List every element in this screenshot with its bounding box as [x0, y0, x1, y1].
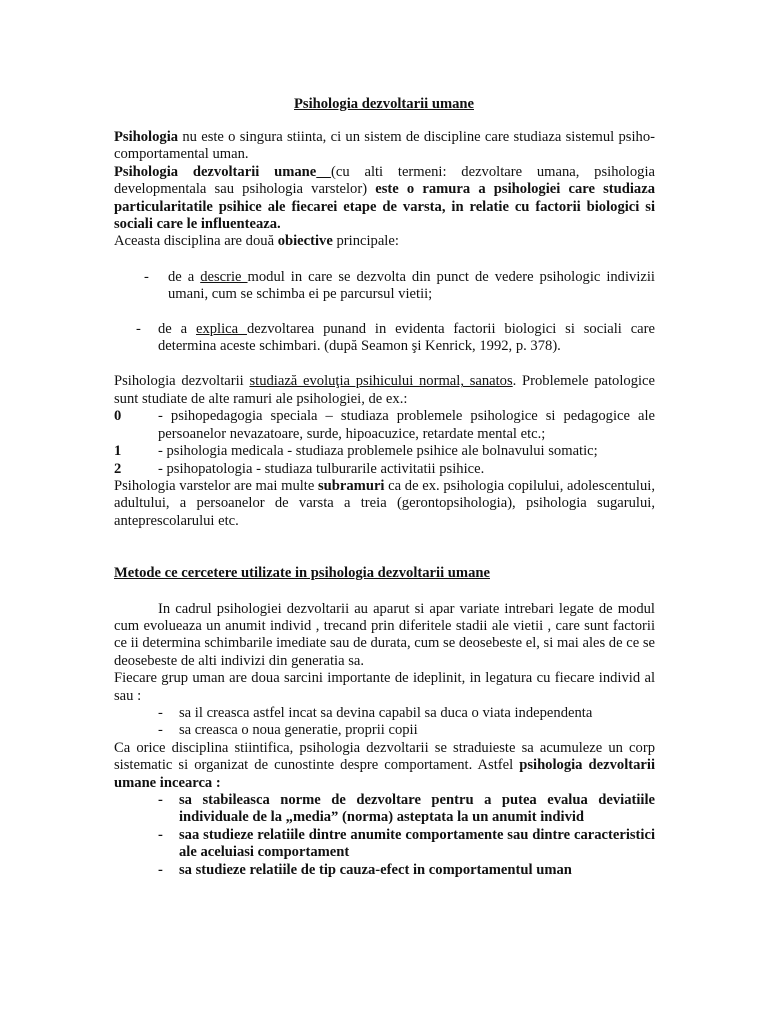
bullet-dash: -: [158, 826, 163, 843]
text-run: dezvoltarea punand in evidenta factorii biologici si sociali care determina aceste schimbari. (după Seamon şi Kenrick, 1992, p. 378).: [158, 320, 655, 355]
paragraph-text: Ca orice disciplina stiintifica, psihologia dezvoltarii se straduieste sa acumuleze un corp sistematic si organizat de cunostinte despre comportament. Astfel: [114, 739, 655, 774]
list-item-text: - psihopatologia - studiaza tulburarile activitatii psihice.: [158, 460, 485, 477]
paragraph-aims-intro: [114, 740, 655, 792]
list-item-branch: [114, 443, 655, 460]
paragraph-text: principale:: [332, 233, 399, 250]
underlined-phrase: studiază evoluţia psihicului normal, sanatos: [249, 373, 513, 390]
bullet-dash: -: [136, 320, 141, 337]
list-item-aim: [114, 792, 655, 827]
list-item-branch: [114, 461, 655, 478]
paragraph-methods-intro: In cadrul psihologiei dezvoltarii au aparut si apar variate intrebari legate de modul cum evolueaza un anumit individ , trecand prin diferitele stadii ale vietii , care sunt factorii ce ii determina schimbarile imediate sau de durata, cum se deosebeste el, si mai ales de ce se deosebeste de alti indivizi din generatia sa.: [114, 600, 655, 669]
paragraph-text: Psihologia dezvoltarii: [114, 373, 250, 390]
paragraph-text: Psihologia varstelor are mai multe: [114, 477, 318, 494]
list-item-text: [158, 321, 655, 356]
bold-phrase: psihologia dezvoltarii umane incearca :: [114, 757, 655, 791]
list-item-text: sa il creasca astfel incat sa devina capabil sa duca o viata independenta: [179, 704, 593, 721]
bullet-dash: -: [158, 704, 163, 721]
list-item-objective: [114, 269, 655, 304]
bold-definition: este o ramura a psihologiei care studiaza particularitatile psihice ale fiecarei etape de varsta, in relatie cu factorii biologici si sociali care le influenteaza.: [114, 181, 655, 233]
list-item-branch: [114, 408, 655, 443]
paragraph-tasks-intro: Fiecare grup uman are doua sarcini importante de ideplinit, in legatura cu fiecare individ al sau :: [114, 670, 655, 704]
underlined-term: explica: [195, 320, 247, 337]
document-title: Psihologia dezvoltarii umane: [294, 96, 474, 112]
paragraph-text: . Problemele patologice sunt studiate de alte ramuri ale psihologiei, de ex.:: [114, 373, 655, 407]
bullet-dash: -: [144, 268, 149, 285]
list-number: 1: [114, 443, 122, 460]
list-item-aim: [114, 862, 655, 879]
list-item-objective: [114, 321, 655, 356]
bold-term: subramuri: [318, 477, 385, 494]
list-item-text: sa creasca o noua generatie, proprii copii: [179, 722, 418, 739]
paragraph-subbranches: [114, 478, 655, 530]
list-item-text: - psihologia medicala - studiaza problemele psihice ale bolnavului somatic;: [158, 443, 598, 460]
list-number: 2: [114, 460, 122, 477]
text-run: de a: [168, 268, 201, 285]
bold-term: Psihologia: [114, 129, 179, 145]
list-item-text: sa stabileasca norme de dezvoltare pentru a putea evalua deviatiile individuale de la „media” (norma) asteptata la un anumit individ: [179, 792, 655, 826]
bold-term: Psihologia dezvoltarii umane: [114, 163, 317, 180]
list-item-task: [114, 705, 655, 722]
paragraph-text: (cu alti termeni: dezvoltare umana, psihologia developmentala sau psihologia varstelor): [114, 163, 655, 198]
underline-space: [316, 164, 331, 180]
paragraph-text: ca de ex. psihologia copilului, adolescentului, adultului, a persoanelor de varsta a treia (gerontopsihologia), psihologia sugarului, anteprescolarului etc.: [114, 477, 655, 529]
list-item-text: - psihopedagogia speciala – studiaza problemele psihologice si pedagogice ale persoanelor nevazatoare, surde, hipoacuzice, retardate mental etc.;: [158, 408, 655, 442]
paragraph-intro: [114, 129, 655, 164]
text-run: modul in care se dezvolta din punct de vedere psihologic indivizii umani, cum se schimba ei pe parcursul vietii;: [168, 268, 655, 303]
bullet-dash: -: [158, 792, 163, 808]
list-number: 0: [114, 408, 122, 425]
list-item-task: [114, 722, 655, 739]
bullet-dash: -: [158, 861, 163, 878]
list-item-text: [168, 269, 655, 304]
section-heading: Metode ce cercetere utilizate in psihologia dezvoltarii umane: [114, 565, 490, 582]
list-item-text: sa studieze relatiile de tip cauza-efect in comportamentul uman: [179, 861, 572, 878]
text-run: de a: [158, 320, 196, 337]
paragraph-scope: [114, 373, 655, 408]
paragraph-objectives-intro: [114, 233, 655, 250]
paragraph-text: nu este o singura stiinta, ci un sistem de discipline care studiaza sistemul psiho-comportamental uman.: [114, 129, 655, 163]
document-body: [114, 129, 655, 879]
bold-term: obiective: [277, 233, 333, 250]
list-item-aim: [114, 827, 655, 862]
bullet-dash: -: [158, 722, 163, 739]
underlined-term: descrie: [200, 268, 248, 285]
list-item-text: saa studieze relatiile dintre anumite comportamente sau dintre caracteristici ale aceluiasi comportament: [179, 826, 655, 861]
paragraph-text: Aceasta disciplina are două: [114, 233, 278, 250]
paragraph-definition: [114, 164, 655, 234]
